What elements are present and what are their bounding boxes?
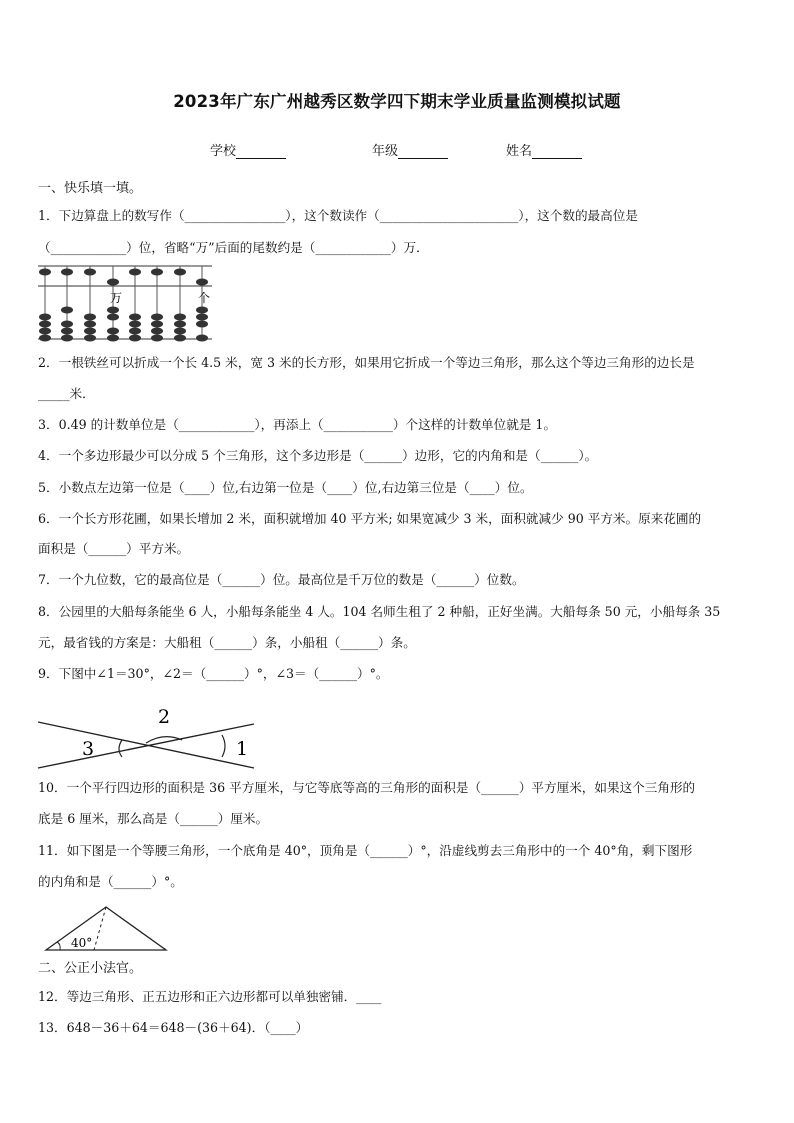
angle-label-2: 2 [158,706,171,728]
triangle-angle-label: 40° [71,936,93,950]
question-11-line-2: 的内角和是（______）°。 [38,874,183,889]
question-11-line-1: 11．如下图是一个等腰三角形，一个底角是 40°，顶角是（______）°，沿虚线剪去三角形中的一个 40°角，剩下图形 [38,843,693,858]
isosceles-triangle [46,907,166,950]
question-1-line-1: 1．下边算盘上的数写作（________________），这个数读作（______________________），这个数的最高位是 [38,208,638,223]
cut-dashed-line [94,907,106,950]
question-1-line-2: （____________）位，省略“万”后面的尾数约是（____________）万． [38,240,429,255]
school-blank[interactable] [236,144,286,159]
base-angle-arc [57,942,60,950]
angle-arc-1 [222,735,225,757]
question-10-line-1: 10．一个平行四边形的面积是 36 平方厘米，与它等底等高的三角形的面积是（______）平方厘米，如果这个三角形的 [38,780,696,795]
abacus-label-wan: 万 [110,291,123,305]
name-field [506,140,582,159]
name-label: 姓名 [506,144,533,159]
page-title: 2023年广东广州越秀区数学四下期末学业质量监测模拟试题 [173,92,621,111]
question-3: 3．0.49 的计数单位是（____________），再添上（___________）个这样的计数单位就是 1。 [38,417,557,432]
name-blank[interactable] [532,144,582,159]
section-one-heading: 一、快乐填一填。 [38,181,143,196]
angle-figure [36,702,258,772]
abacus-upper-beads [39,269,208,286]
grade-blank[interactable] [398,144,448,159]
abacus-label-ge: 个 [198,291,211,305]
question-13: 13．648－36＋64＝648－(36＋64)．（____） [38,1020,309,1035]
question-6-line-2: 面积是（______）平方米。 [38,541,190,556]
question-9: 9．下图中∠1＝30°，∠2＝（______）°，∠3＝（______）°。 [38,666,389,681]
triangle-figure [44,904,170,954]
question-5: 5．小数点左边第一位是（____）位,右边第一位是（____）位,右边第三位是（____）位。 [38,480,533,495]
angle-label-3: 3 [82,738,95,760]
angle-arc-3 [119,740,122,757]
angle-label-1: 1 [236,738,249,760]
abacus-lower-beads [39,307,208,342]
school-field [210,140,286,159]
school-label: 学校 [210,144,237,159]
section-two-heading: 二、公正小法官。 [38,961,143,976]
question-2-line-2: _____米． [38,386,95,401]
grade-field [372,140,448,159]
grade-label: 年级 [372,144,399,159]
question-7: 7．一个九位数，它的最高位是（______）位。最高位是千万位的数是（______）位数。 [38,572,525,587]
question-4: 4．一个多边形最少可以分成 5 个三角形，这个多边形是（______）边形，它的内角和是（______）。 [38,448,598,463]
question-2-line-1: 2．一根铁丝可以折成一个长 4.5 米，宽 3 米的长方形，如果用它折成一个等边三角形，那么这个等边三角形的边长是 [38,355,695,370]
question-8-line-1: 8．公园里的大船每条能坐 6 人，小船每条能坐 4 人。104 名师生租了 2 种船，正好坐满。大船每条 50 元，小船每条 35 [38,604,721,619]
question-8-line-2: 元，最省钱的方案是：大船租（______）条，小船租（______）条。 [38,635,416,650]
question-6-line-1: 6．一个长方形花圃，如果长增加 2 米，面积就增加 40 平方米; 如果宽减少 3 米，面积就减少 90 平方米。原来花圃的 [38,511,702,526]
question-12: 12．等边三角形、正五边形和正六边形都可以单独密铺．____ [38,989,382,1004]
question-10-line-2: 底是 6 厘米，那么高是（______）厘米。 [38,811,269,826]
abacus-figure [36,264,214,342]
